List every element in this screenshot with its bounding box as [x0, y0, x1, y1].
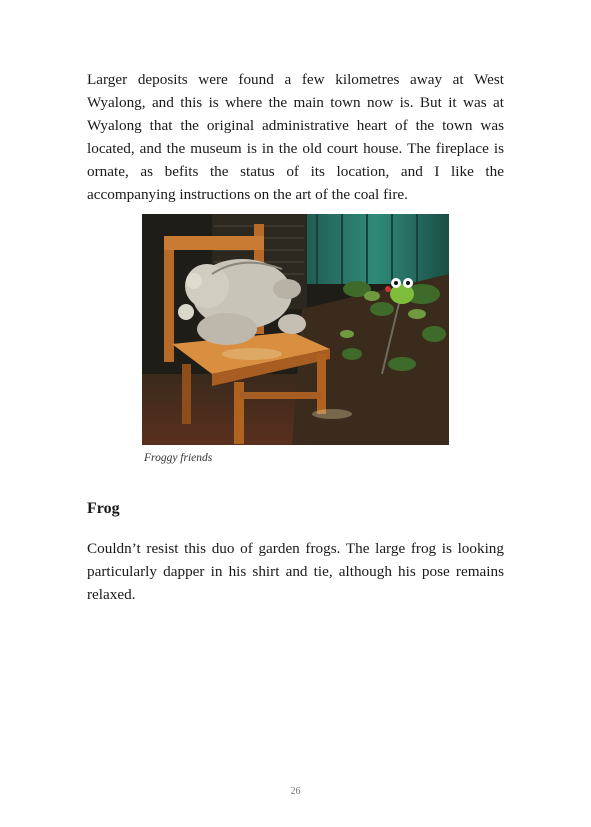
photo-garden-frogs	[142, 214, 449, 445]
section-heading: Frog	[87, 500, 120, 517]
body-paragraph-1: Larger deposits were found a few kilometres away at West Wyalong, and this is where the main town now is. But it was at Wyalong that the original administrative heart of the town was located, and the museum is in the old court house. The fireplace is ornate, as befits the status of its location, and I like the accompanying instructions on the art of the coal fire.	[87, 71, 504, 203]
figure-caption: Froggy friends	[144, 452, 213, 464]
page-number: 26	[290, 786, 301, 797]
body-paragraph-2: Couldn’t resist this duo of garden frogs. The large frog is looking particularly dapper in his shirt and tie, although his pose remains relaxed.	[87, 540, 504, 603]
